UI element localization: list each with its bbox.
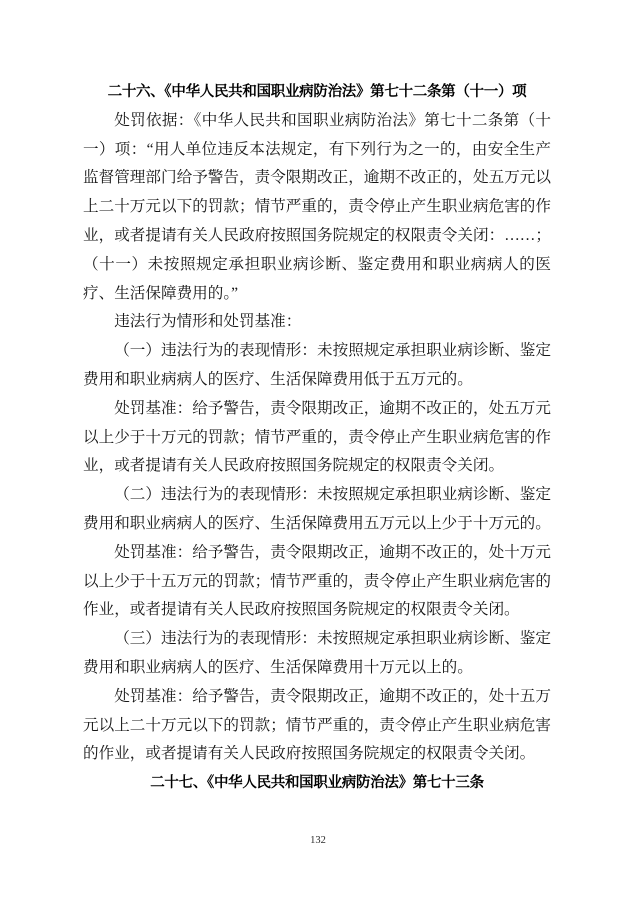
paragraph-penalty-basis: 处罚依据：《中华人民共和国职业病防治法》第七十二条第（十一）项：“用人单位违反本法规定，有下列行为之一的，由安全生产监督管理部门给予警告，责令限期改正，逾期不改正的，处五万元以上二十万元以下的罚款；情节严重的，责令停止产生职业病危害的作业，或者提请有关人民政府按照国务院规定的权限责令关闭：……；（十一）未按照规定承担职业病诊断、鉴定费用和职业病病人的医疗、生活保障费用的。”	[83, 111, 551, 302]
page-number: 132	[310, 835, 326, 846]
paragraph-case-2: （二）违法行为的表现情形：未按照规定承担职业病诊断、鉴定费用和职业病病人的医疗、生活保障费用五万元以上少于十万元的。	[83, 486, 551, 532]
paragraph-penalty-1: 处罚基准：给予警告，责令限期改正，逾期不改正的，处五万元以上少于十万元的罚款；情节严重的，责令停止产生职业病危害的作业，或者提请有关人民政府按照国务院规定的权限责令关闭。	[83, 399, 551, 475]
paragraph-penalty-3: 处罚基准：给予警告，责令限期改正，逾期不改正的，处十五万元以上二十万元以下的罚款；情节严重的，责令停止产生职业病危害的作业，或者提请有关人民政府按照国务院规定的权限责令关闭。	[83, 687, 551, 763]
paragraph-intro: 违法行为情形和处罚基准：	[114, 313, 302, 331]
heading-section-27: 二十七、《中华人民共和国职业病防治法》第七十三条	[150, 775, 484, 792]
text-block	[83, 78, 551, 798]
paragraph-case-1: （一）违法行为的表现情形：未按照规定承担职业病诊断、鉴定费用和职业病病人的医疗、生活保障费用低于五万元的。	[83, 342, 551, 388]
paragraph-penalty-2: 处罚基准：给予警告，责令限期改正，逾期不改正的，处十万元以上少于十五万元的罚款；情节严重的，责令停止产生职业病危害的作业，或者提请有关人民政府按照国务院规定的权限责令关闭。	[83, 543, 551, 619]
paragraph-case-3: （三）违法行为的表现情形：未按照规定承担职业病诊断、鉴定费用和职业病病人的医疗、生活保障费用十万元以上的。	[83, 630, 551, 676]
heading-section-26: 二十六、《中华人民共和国职业病防治法》第七十二条第（十一）项	[107, 84, 527, 100]
